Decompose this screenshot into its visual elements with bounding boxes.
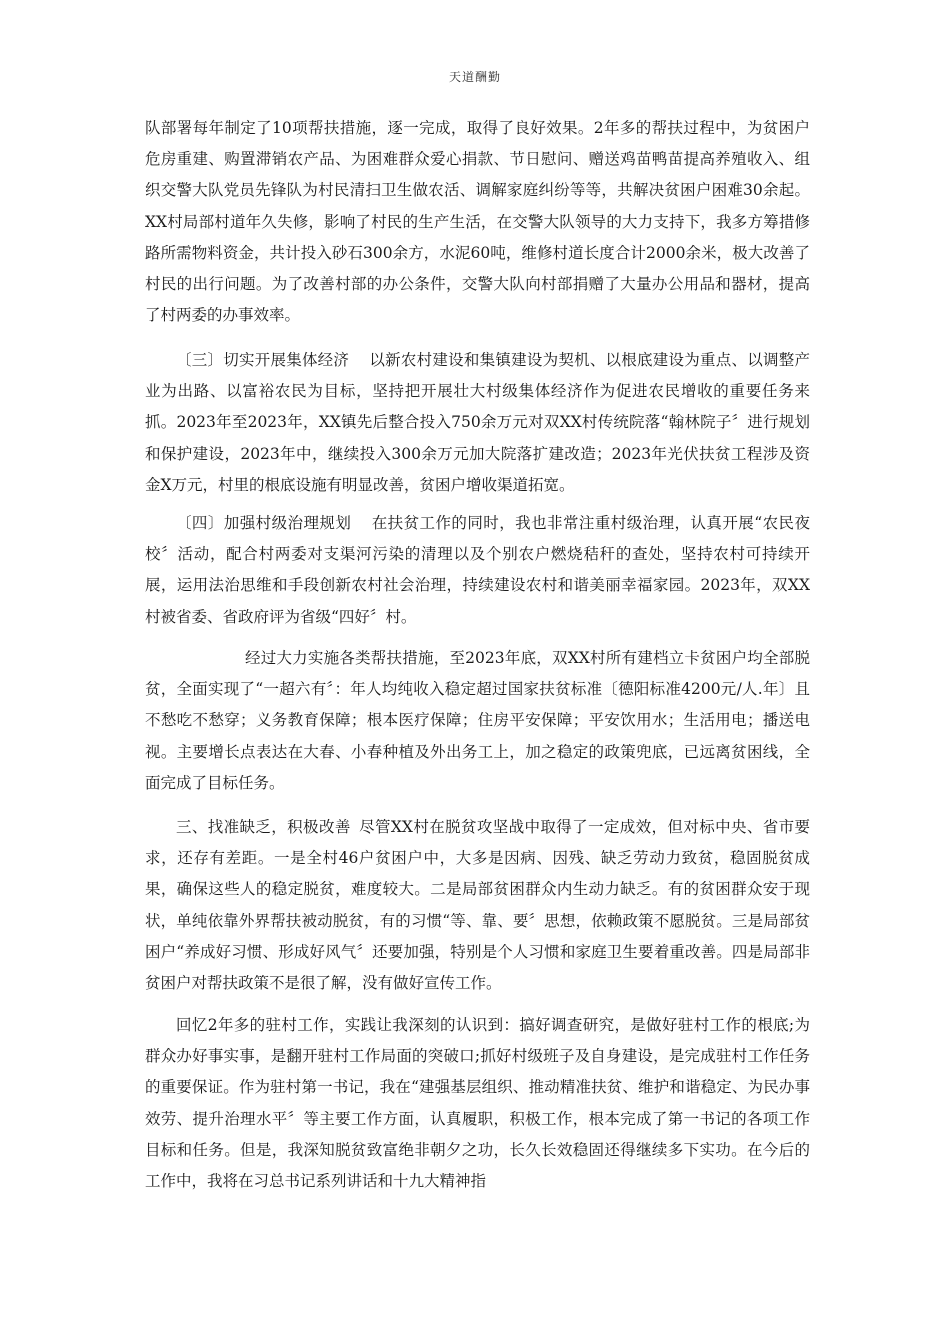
paragraph-5 — [145, 812, 810, 999]
section-heading: 三、找准缺乏，积极改善 — [176, 818, 351, 836]
paragraph-3 — [145, 508, 810, 633]
paragraph-text: 回忆2年多的驻村工作，实践让我深刻的认识到：搞好调查研究，是做好驻村工作的根底;为群众办好事实事，是翻开驻村工作局面的突破口;抓好村级班子及自身建设，是完成驻村工作任务的重要保证。作为驻村第一书记，我在“建强基层组织、推动精准扶贫、维护和谐稳定、为民办事效劳、提升治理水平〞等主要工作方面，认真履职，积极工作，根本完成了第一书记的各项工作目标和任务。但是，我深知脱贫致富绝非朝夕之功，长久长效稳固还得继续多下实功。在今后的工作中，我将在习总书记系列讲话和十九大精神指 — [145, 1016, 810, 1191]
paragraph-4 — [145, 643, 810, 799]
paragraph-1 — [145, 113, 810, 331]
paragraph-text: 队部署每年制定了10项帮扶措施，逐一完成，取得了良好效果。2年多的帮扶过程中，为贫困户危房重建、购置滞销农产品、为困难群众爱心捐款、节日慰问、赠送鸡苗鸭苗提高养殖收入、组织交警大队党员先锋队为村民清扫卫生做农活、调解家庭纠纷等等，共解决贫困户困难30余起。XX村局部村道年久失修，影响了村民的生产生活，在交警大队领导的大力支持下，我多方筹措修路所需物料资金，共计投入砂石300余方，水泥60吨，维修村道长度合计2000余米，极大改善了村民的出行问题。为了改善村部的办公条件，交警大队向村部捐赠了大量办公用品和器材，提高了村两委的办事效率。 — [145, 119, 810, 325]
paragraph-text: 以新农村建设和集镇建设为契机、以根底建设为重点、以调整产业为出路、以富裕农民为目标，坚持把开展壮大村级集体经济作为促进农民增收的重要任务来抓。2023年至2023年，XX镇先后整合投入750余万元对双XX村传统院落“翰林院子〞进行规划和保护建设，2023年中，继续投入300余万元加大院落扩建改造；2023年光伏扶贫工程涉及资金X万元，村里的根底设施有明显改善，贫困户增收渠道拓宽。 — [145, 351, 810, 494]
paragraph-text: 尽管XX村在脱贫攻坚战中取得了一定成效，但对标中央、省市要求，还存有差距。一是全村46户贫困户中，大多是因病、因残、缺乏劳动力致贫，稳固脱贫成果，确保这些人的稳定脱贫，难度较大。二是局部贫困群众内生动力缺乏。有的贫困群众安于现状，单纯依靠外界帮扶被动脱贫，有的习惯“等、靠、要〞思想，依赖政策不愿脱贫。三是局部贫困户“养成好习惯、形成好风气〞还要加强，特别是个人习惯和家庭卫生要着重改善。四是局部非贫困户对帮扶政策不是很了解，没有做好宣传工作。 — [145, 818, 810, 993]
paragraph-6 — [145, 1010, 810, 1197]
page-header: 天道酬勤 — [448, 70, 501, 84]
section-heading: 〔三〕切实开展集体经济 — [176, 351, 350, 369]
paragraph-text: 在扶贫工作的同时，我也非常注重村级治理，认真开展“农民夜校〞活动，配合村两委对支渠河污染的清理以及个别农户燃烧秸秆的查处，坚持农村可持续开展，运用法治思维和手段创新农村社会治理，持续建设农村和谐美丽幸福家园。2023年，双XX村被省委、省政府评为省级“四好〞村。 — [145, 514, 810, 626]
paragraph-text: 经过大力实施各类帮扶措施，至2023年底，双XX村所有建档立卡贫困户均全部脱贫，全面实现了“一超六有〞：年人均纯收入稳定超过国家扶贫标准〔德阳标准4200元/人.年〕且不愁吃不愁穿；义务教育保障；根本医疗保障；住房平安保障；平安饮用水；生活用电；播送电视。主要增长点表达在大春、小春种植及外出务工上，加之稳定的政策兜底，已远离贫困线，全面完成了目标任务。 — [145, 649, 810, 792]
paragraph-2 — [145, 345, 810, 501]
section-heading: 〔四〕加强村级治理规划 — [176, 514, 352, 532]
